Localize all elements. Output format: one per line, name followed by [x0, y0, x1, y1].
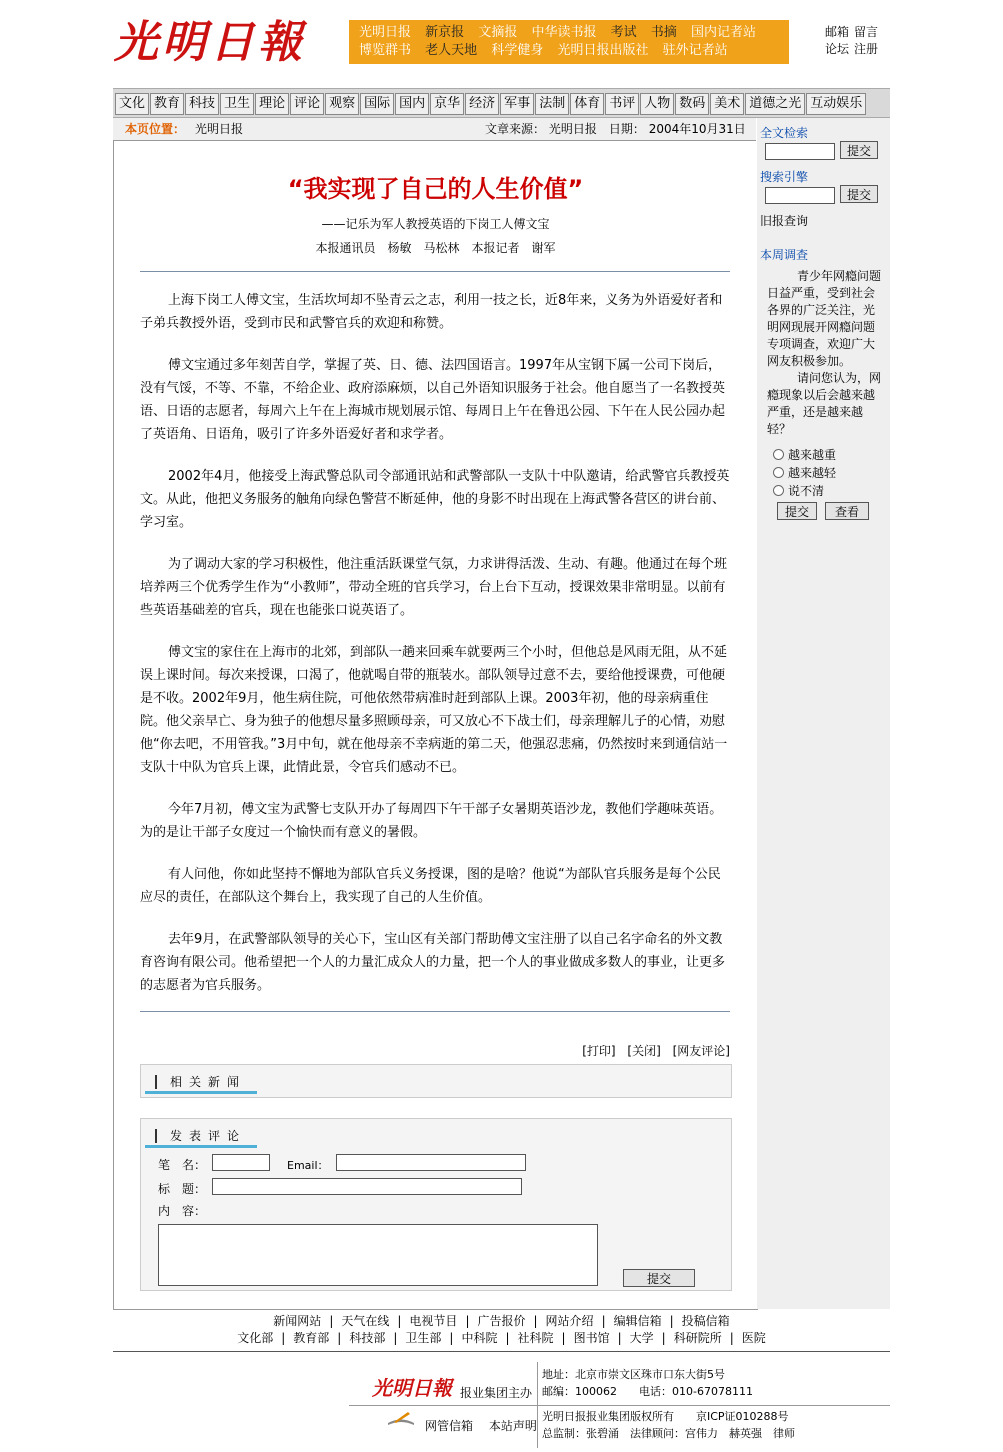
article-main	[113, 141, 758, 1310]
link-separator: |	[505, 1331, 510, 1345]
paper-link[interactable]: 光明日报	[359, 25, 412, 40]
footer-divider	[113, 1351, 890, 1352]
footer-link[interactable]: 投稿信箱	[681, 1314, 730, 1328]
footer-link[interactable]: 图书馆	[573, 1331, 610, 1345]
footer-link[interactable]: 天气在线	[341, 1314, 390, 1328]
print-link[interactable]: [打印]	[582, 1044, 616, 1058]
paper-link[interactable]: 中华读书报	[531, 25, 597, 40]
paper-links-row-1	[359, 24, 766, 42]
link-separator: |	[281, 1331, 286, 1345]
message-link[interactable]: 留言	[854, 25, 879, 39]
poll-option[interactable]	[773, 464, 836, 481]
link-separator: |	[561, 1331, 566, 1345]
footer-supervisor: 总监制：张碧涌 法律顾问：宫伟力 赫英强 律师	[542, 1427, 795, 1440]
breadcrumb	[113, 118, 756, 141]
footer-address: 地址：北京市崇文区珠市口东大街5号	[542, 1368, 725, 1381]
link-separator: |	[533, 1314, 538, 1328]
paper-link[interactable]: 国内记者站	[690, 25, 756, 40]
footer-links-row-1	[113, 1313, 890, 1330]
link-separator: |	[729, 1331, 734, 1345]
footer-link[interactable]: 大学	[629, 1331, 654, 1345]
related-news-box	[140, 1064, 732, 1098]
article-body	[140, 289, 732, 1016]
footer-link[interactable]: 新闻网站	[273, 1314, 322, 1328]
site-statement-link[interactable]: 本站声明	[488, 1419, 537, 1433]
nav-item[interactable]: 观察	[325, 93, 359, 115]
footer-logo: 光明日報	[372, 1376, 452, 1400]
comment-form	[140, 1118, 732, 1291]
radio-icon[interactable]	[773, 449, 784, 460]
webmaster-mail-link[interactable]: 网管信箱	[425, 1419, 474, 1433]
channel-nav-list	[115, 93, 867, 115]
comment-submit-button[interactable]: 提交	[623, 1269, 695, 1287]
link-separator: |	[393, 1331, 398, 1345]
search-engine-label: 搜索引擎	[760, 170, 809, 184]
link-separator: |	[449, 1331, 454, 1345]
poll-title: 本周调查	[760, 248, 809, 262]
pen-book-icon	[386, 1410, 416, 1426]
old-news-link[interactable]: 旧报查询	[760, 214, 809, 228]
divider	[140, 271, 730, 272]
date-value: 2004年10月31日	[648, 122, 746, 136]
nav-item[interactable]: 文化	[115, 93, 149, 115]
divider	[140, 1011, 730, 1012]
nav-item[interactable]: 互动娱乐	[806, 93, 866, 115]
footer-links-row-2	[113, 1330, 890, 1347]
paper-links-panel	[349, 20, 789, 64]
close-link[interactable]: [关闭]	[627, 1044, 661, 1058]
footer-copyright	[542, 1408, 795, 1442]
top-links	[825, 24, 895, 58]
fulltext-submit-button[interactable]: 提交	[840, 141, 878, 159]
link-separator: |	[601, 1314, 606, 1328]
nav-item[interactable]: 军事	[500, 93, 534, 115]
nav-item[interactable]: 数码	[675, 93, 709, 115]
paper-link[interactable]: 老人天地	[425, 43, 478, 58]
article-paragraph: 傅文宝的家住在上海市的北郊，到部队一趟来回乘车就要两三个小时，但他总是风雨无阻，从不延误上课时间。每次来授课，口渴了，他就喝自带的瓶装水。部队领导过意不去，要给他授课费，可他硬是不收。2002年9月，他生病住院，可他依然带病准时赶到部队上课。2003年初，他的母亲病重住院。他父亲早亡、身为独子的他想尽量多照顾母亲，可又放心不下战士们，母亲理解儿子的心情，劝慰他“你去吧，不用管我。”3月中旬，就在他母亲不幸病逝的第二天，他强忍悲痛，仍然按时来到通信站一支队十中队为官兵上课，此情此景，令官兵们感动不已。	[140, 645, 728, 775]
footer-postcode-phone: 邮编：100062 电话：010-67078111	[542, 1385, 753, 1398]
paper-link[interactable]: 博览群书	[359, 43, 412, 58]
source-value: 光明日报	[548, 122, 597, 136]
sidebar	[757, 118, 890, 1309]
nav-item[interactable]: 国内	[395, 93, 429, 115]
article-paragraph: 为了调动大家的学习积极性，他注重活跃课堂气氛，力求讲得活泼、生动、有趣。他通过在每个班培养两三个优秀学生作为“小教师”，带动全班的官兵学习，台上台下互动，授课效果非常明显。以前有些英语基础差的官兵，现在也能张口说英语了。	[140, 557, 728, 618]
fulltext-search-label: 全文检索	[760, 126, 809, 140]
link-separator: |	[329, 1314, 334, 1328]
nav-item[interactable]: 卫生	[220, 93, 254, 115]
nav-item[interactable]: 美术	[710, 93, 744, 115]
channel-nav	[113, 88, 890, 118]
footer-link[interactable]: 科技部	[349, 1331, 386, 1345]
paper-link[interactable]: 文摘报	[478, 25, 518, 40]
paper-link[interactable]: 新京报	[425, 25, 465, 40]
poll-option[interactable]	[773, 446, 836, 463]
footer-contact	[542, 1366, 753, 1400]
related-news-heading	[145, 1071, 257, 1094]
forum-link[interactable]: 论坛	[825, 42, 850, 56]
email-input[interactable]	[336, 1154, 526, 1171]
register-link[interactable]: 注册	[854, 42, 879, 56]
subject-label: 标 题：	[158, 1182, 207, 1196]
article-meta	[485, 118, 746, 140]
search-submit-button[interactable]: 提交	[840, 185, 878, 203]
footer-horizontal-divider	[349, 1405, 890, 1406]
paper-link[interactable]: 光明日报出版社	[557, 43, 649, 58]
nav-item[interactable]: 法制	[535, 93, 569, 115]
nav-item[interactable]: 理论	[255, 93, 289, 115]
poll-ask: 请问您认为，网瘾现象以后会越来越严重，还是越来越轻？	[767, 371, 882, 436]
poll-option[interactable]	[773, 482, 824, 499]
source-label: 文章来源：	[485, 122, 546, 136]
article-tools	[564, 1042, 730, 1059]
footer-link[interactable]: 教育部	[293, 1331, 330, 1345]
article-title: “我实现了自己的人生价值”	[287, 175, 584, 203]
comment-title: 发表评论	[170, 1129, 247, 1143]
nav-item[interactable]: 书评	[605, 93, 639, 115]
site-logo[interactable]	[114, 12, 324, 74]
paper-link[interactable]: 驻外记者站	[662, 43, 728, 58]
link-separator: |	[661, 1331, 666, 1345]
footer-link[interactable]: 中科院	[461, 1331, 498, 1345]
article-paragraph: 上海下岗工人傅文宝，生活坎坷却不坠青云之志，利用一技之长，近8年来，义务为外语爱好者和子弟兵教授外语，受到市民和武警官兵的欢迎和称赞。	[140, 293, 723, 331]
date-label: 日期：	[608, 122, 645, 136]
link-separator: |	[337, 1331, 342, 1345]
poll-submit-button[interactable]: 提交	[777, 502, 817, 520]
poll-view-button[interactable]: 查看	[825, 502, 869, 520]
footer-owner: 报业集团主办	[460, 1386, 533, 1400]
poll-option-label: 越来越轻	[788, 466, 837, 480]
footer-link[interactable]: 电视节目	[409, 1314, 458, 1328]
link-separator: |	[397, 1314, 402, 1328]
mailbox-link[interactable]: 邮箱	[825, 25, 850, 39]
footer-small-links	[425, 1417, 549, 1434]
article-paragraph: 2002年4月，他接受上海武警总队司令部通讯站和武警部队一支队十中队邀请，给武警官兵教授英文。从此，他把义务服务的触角向绿色警营不断延伸，他的身影不时出现在上海武警各营区的讲台前、学习室。	[140, 469, 730, 530]
link-separator: |	[617, 1331, 622, 1345]
footer-link[interactable]: 社科院	[517, 1331, 554, 1345]
nav-item[interactable]: 道德之光	[745, 93, 805, 115]
footer-link[interactable]: 广告报价	[477, 1314, 526, 1328]
footer-link[interactable]: 文化部	[237, 1331, 274, 1345]
article-paragraph: 今年7月初，傅文宝为武警七支队开办了每周四下午干部子女暑期英语沙龙，教他们学趣味英语。为的是让干部子女度过一个愉快而有意义的暑假。	[140, 802, 723, 840]
poll-option-label: 越来越重	[788, 448, 837, 462]
footer-link[interactable]: 医院	[741, 1331, 766, 1345]
nav-item[interactable]: 评论	[290, 93, 324, 115]
article-paragraph: 去年9月，在武警部队领导的关心下，宝山区有关部门帮助傅文宝注册了以自己名字命名的外文教育咨询有限公司。他希望把一个人的力量汇成众人的力量，把一个人的事业做成多数人的事业，让更多的志愿者为官兵服务。	[140, 932, 726, 993]
poll-question	[767, 268, 883, 438]
nav-item[interactable]: 经济	[465, 93, 499, 115]
footer-link[interactable]: 卫生部	[405, 1331, 442, 1345]
footer-link[interactable]: 编辑信箱	[613, 1314, 662, 1328]
footer-link[interactable]: 网站介绍	[545, 1314, 594, 1328]
heading-bar-icon	[155, 1075, 157, 1089]
nav-item[interactable]: 体育	[570, 93, 604, 115]
subject-input[interactable]	[212, 1178, 522, 1195]
poll-intro: 青少年网瘾问题日益严重，受到社会各界的广泛关注，光明网现展开网瘾问题专项调查，欢迎广大网友积极参加。	[767, 269, 882, 368]
email-label: Email：	[287, 1159, 329, 1172]
paper-link[interactable]: 书摘	[650, 25, 677, 40]
paper-link[interactable]: 考试	[610, 25, 637, 40]
comments-link[interactable]: [网友评论]	[672, 1044, 730, 1058]
fulltext-search-input[interactable]	[765, 143, 835, 160]
article-byline: 本报通讯员 杨敏 马松林 本报记者 谢军	[315, 241, 556, 255]
nav-item[interactable]: 国际	[360, 93, 394, 115]
paper-link[interactable]: 科学健身	[491, 43, 544, 58]
related-news-title: 相关新闻	[170, 1075, 247, 1089]
content-textarea[interactable]	[158, 1224, 598, 1286]
logo-text: 光明日報	[114, 17, 306, 68]
nav-item[interactable]: 科技	[185, 93, 219, 115]
footer-copyright-text: 光明日报报业集团版权所有 京ICP证010288号	[542, 1410, 789, 1423]
search-engine-input[interactable]	[765, 187, 835, 204]
nav-item[interactable]: 人物	[640, 93, 674, 115]
heading-bar-icon	[155, 1129, 157, 1143]
name-label: 笔 名：	[158, 1158, 207, 1172]
content-label: 内 容：	[158, 1204, 207, 1218]
radio-icon[interactable]	[773, 467, 784, 478]
nav-item[interactable]: 教育	[150, 93, 184, 115]
article-subtitle: ——记乐为军人教授英语的下岗工人傅文宝	[321, 217, 550, 231]
link-separator: |	[465, 1314, 470, 1328]
breadcrumb-value[interactable]: 光明日报	[195, 122, 244, 136]
footer-link[interactable]: 科研院所	[673, 1331, 722, 1345]
breadcrumb-label: 本页位置：	[125, 122, 186, 136]
link-separator: |	[669, 1314, 674, 1328]
article-paragraph: 傅文宝通过多年刻苦自学，掌握了英、日、德、法四国语言。1997年从宝钢下属一公司下岗后，没有气馁，不等、不靠，不给企业、政府添麻烦，以自己外语知识服务于社会。他自愿当了一名教授英语、日语的志愿者，每周六上午在上海城市规划展示馆、每周日上午在鲁迅公园、下午在人民公园办起了英语角、日语角，吸引了许多外语爱好者和求学者。	[140, 358, 726, 442]
nav-item[interactable]: 京华	[430, 93, 464, 115]
site-header	[0, 0, 1003, 86]
name-input[interactable]	[212, 1154, 270, 1171]
comment-heading	[145, 1125, 257, 1148]
article-paragraph: 有人问他，你如此坚持不懈地为部队官兵义务授课，图的是啥？他说“为部队官兵服务是每个公民应尽的责任，在部队这个舞台上，我实现了自己的人生价值。	[140, 867, 721, 905]
footer-links	[113, 1313, 890, 1347]
paper-links-row-2	[359, 42, 738, 60]
poll-option-label: 说不清	[788, 484, 825, 498]
radio-icon[interactable]	[773, 485, 784, 496]
